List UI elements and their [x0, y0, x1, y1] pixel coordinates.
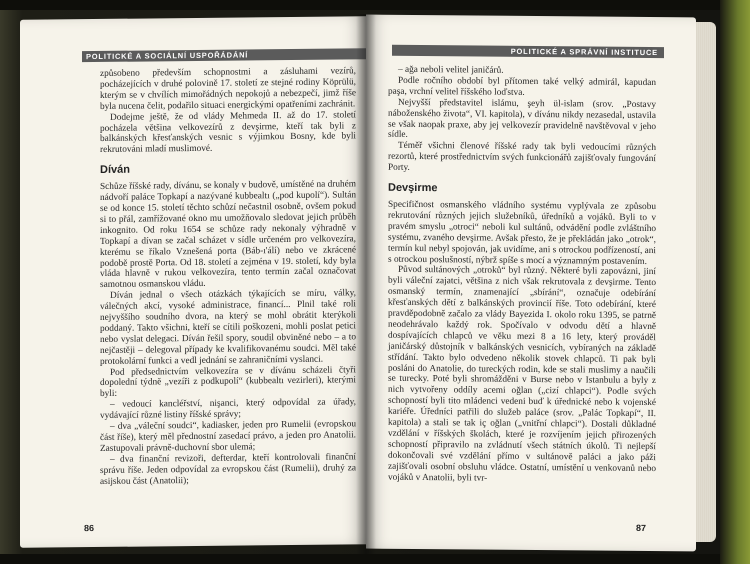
paragraph: Nejvyšší představitel islámu, şeyh ül-islam (srov. „Postavy náboženského života“, VI. kapitola), v dívánu nikdy nezasedal, ustavila se však naopak praxe, aby jej velkovezír pravidelně navštěvoval v jeho sídle.	[388, 97, 656, 141]
running-header: POLITICKÉ A SOCIÁLNÍ USPOŘÁDÁNÍ	[82, 48, 366, 62]
left-page	[20, 16, 366, 548]
running-header: POLITICKÉ A SPRÁVNÍ INSTITUCE	[392, 45, 664, 58]
paragraph: Díván jednal o všech otázkách týkajících se míru, války, válečných akcí, vysoké administrace, financí... Plnil také roli nejvyššího soudního dvora, na který se mohl obrátit kterýkoli poddaný. Takto všichni, kteří se cítili poškozeni, mohli poslat petici nebo vyslat delegaci. Díván řešil spory, soudil obviněné nebo – a to nejčastěji – delegoval případy ke kvalifikovanému soudci. Měl také protokolární funkci a vedl jednání se zahraničními vyslanci.	[100, 288, 356, 367]
paragraph: Pod předsednictvím velkovezíra se v dívánu scházeli čtyři dopolední týdně „vezíři z podkupolí“ (kubbealtı vezirleri), kterými byli:	[100, 364, 356, 400]
left-page-body	[100, 66, 356, 487]
list-item: – vedoucí kancléřství, nişanci, který odpovídal za úřady, vydávající různé listiny říšské správy;	[100, 397, 356, 422]
section-title: Díván	[100, 163, 130, 177]
page-number: 87	[636, 522, 647, 534]
list-item: – ağa neboli velitel janičárů.	[398, 64, 504, 76]
list-item: – dva finanční revizoři, defterdar, kteří kontrolovali finanční správu říše. Jeden odpovídal za evropskou část (Rumelii), druhý za asijskou část (Anatolii);	[100, 452, 356, 487]
paragraph: Původ sultánových „otroků“ byl různý. Některé byli zapovázni, jiní byli váleční zajatci, většina z nich však rekrutovala z devşirme. Tento osmanský termín, znamenající „sbírání“, označuje odebírání křesťanských dětí z balkánských provincií říše. Toto odebírání, které pravděpodobně začalo za vlády Bayezida I. okolo roku 1395, se patrně neodehrávalo každý rok. Spočívalo v odvodu dětí a hlavně dospívajících chlapců ve věku mezi 8 a 16 lety, který prováděl janičárský důstojník v balkánských vesnicích, vybíraných na základě střídání. Takto bylo odvedeno několik stovek chlapců. Ti pak byli posláni do Anatolie, do tureckých rodin, kde se stali muslimy a naučili se turecky. Poté byli shromážděni v Burse nebo v Istanbulu a byly z nich vytvořeny oddíly acemi oğlan („cizí chlapci“). Podle svých schopností byli tito mládenci vedeni buď k úřednické nebo k vojenské kariéře. Úředníci patřili do služeb paláce (srov. „Palác Topkapí“, II. kapitola) a stali se tak iç oğlan („vnitřní chlapci“). Dostali důkladné vzdělání v říšských školách, které je rozvíjením jejich přirozených schopností připravilo na zvládnutí všech státních úkolů. Ti nejlepší dokončovali své vzdělání přímo v sultánově paláci a jako páži zajišťovali osobní obsluhu vládce. Ostatní, umístění u venkovanů nebo vojáků v Anatolii, byli tvr-	[388, 265, 656, 484]
right-page-body	[388, 65, 656, 486]
list-item: – dva „váleční soudci“, kadiasker, jeden pro Rumelii (evropskou část říše), který měl přednostní zasedací právo, a jeden pro Anatolii. Zastupovali právně-duchovní sbor ulemá;	[100, 419, 356, 454]
book-gutter	[356, 14, 376, 554]
paragraph: Téměř všichni členové říšské rady tak byli vedoucími různých rezortů, které prostřednictvím svých funkcionářů zajišťovaly fungování Porty.	[388, 141, 656, 174]
page-number: 86	[84, 523, 95, 534]
paragraph: způsobeno především schopnostmi a zásluhami vezírů, pocházejících v druhé polovině 17. století ze stejné rodiny Köprülü, kterým se v chvílích mimořádných nepokojů a nebezpečí, jimž říše byla nucena čelit, podařilo situaci energickými opatřeními zachránit.	[100, 66, 356, 112]
right-page	[366, 15, 696, 552]
paragraph: Dodejme ještě, že od vlády Mehmeda II. až do 17. století pocházela většina velkovezírů z devşirme, kteří tak byli z balkánských křesťanských vesnic s výjimkou Bosny, kde byli rekrutováni mladí muslimové.	[100, 109, 356, 156]
section-title: Devşirme	[388, 181, 438, 195]
paragraph: Specifičnost osmanského vládního systému vyplývala ze způsobu rekrutování různých jejich služebníků, úředníků a vojáků. Byli to v pravém smyslu „otroci“ neboli kul sultánů, odvádění podle zvláštního systému, zvaného devşirme. Avšak přesto, že je překládán jako „otrok“, termín kul nebyl spojován, jak uvidíme, ani s otrockou podřízeností, ani s otrockou poslušností, nýbrž spíše s mocí a významným postavením.	[388, 199, 656, 267]
paragraph: Schůze říšské rady, dívánu, se konaly v budově, umístěné na druhém nádvoří paláce Topkapí a nazývané kubbealtı („pod kupolí“). Sultán se od konce 15. století těchto schůzí nečastnil osobně, ovšem pokud si to přál, zamřížované okno mu umožňovalo sledovat jejich průběh inkognito. Od roku 1654 se schůze rady nekonaly výhradně v Topkapí a dívan se začal scházet v sídle určeném pro velkovezíra, kterému se říkalo Vznešená porta (Báb-ı'álí) nebo ve zkrácené podobě prostě Porta. Od 18. století a zejména v 19. století, kdy byla vláda hlavně v rukou velkovezíra, tento termín začal označovat samotnou osmanskou vládu.	[100, 179, 356, 291]
paragraph: Podle ročního období byl přítomen také velký admirál, kapudan paşa, vrchní velitel říšského loďstva.	[388, 75, 656, 98]
bottom-border	[0, 554, 750, 564]
top-border	[0, 0, 750, 10]
right-edge-border	[720, 0, 750, 564]
